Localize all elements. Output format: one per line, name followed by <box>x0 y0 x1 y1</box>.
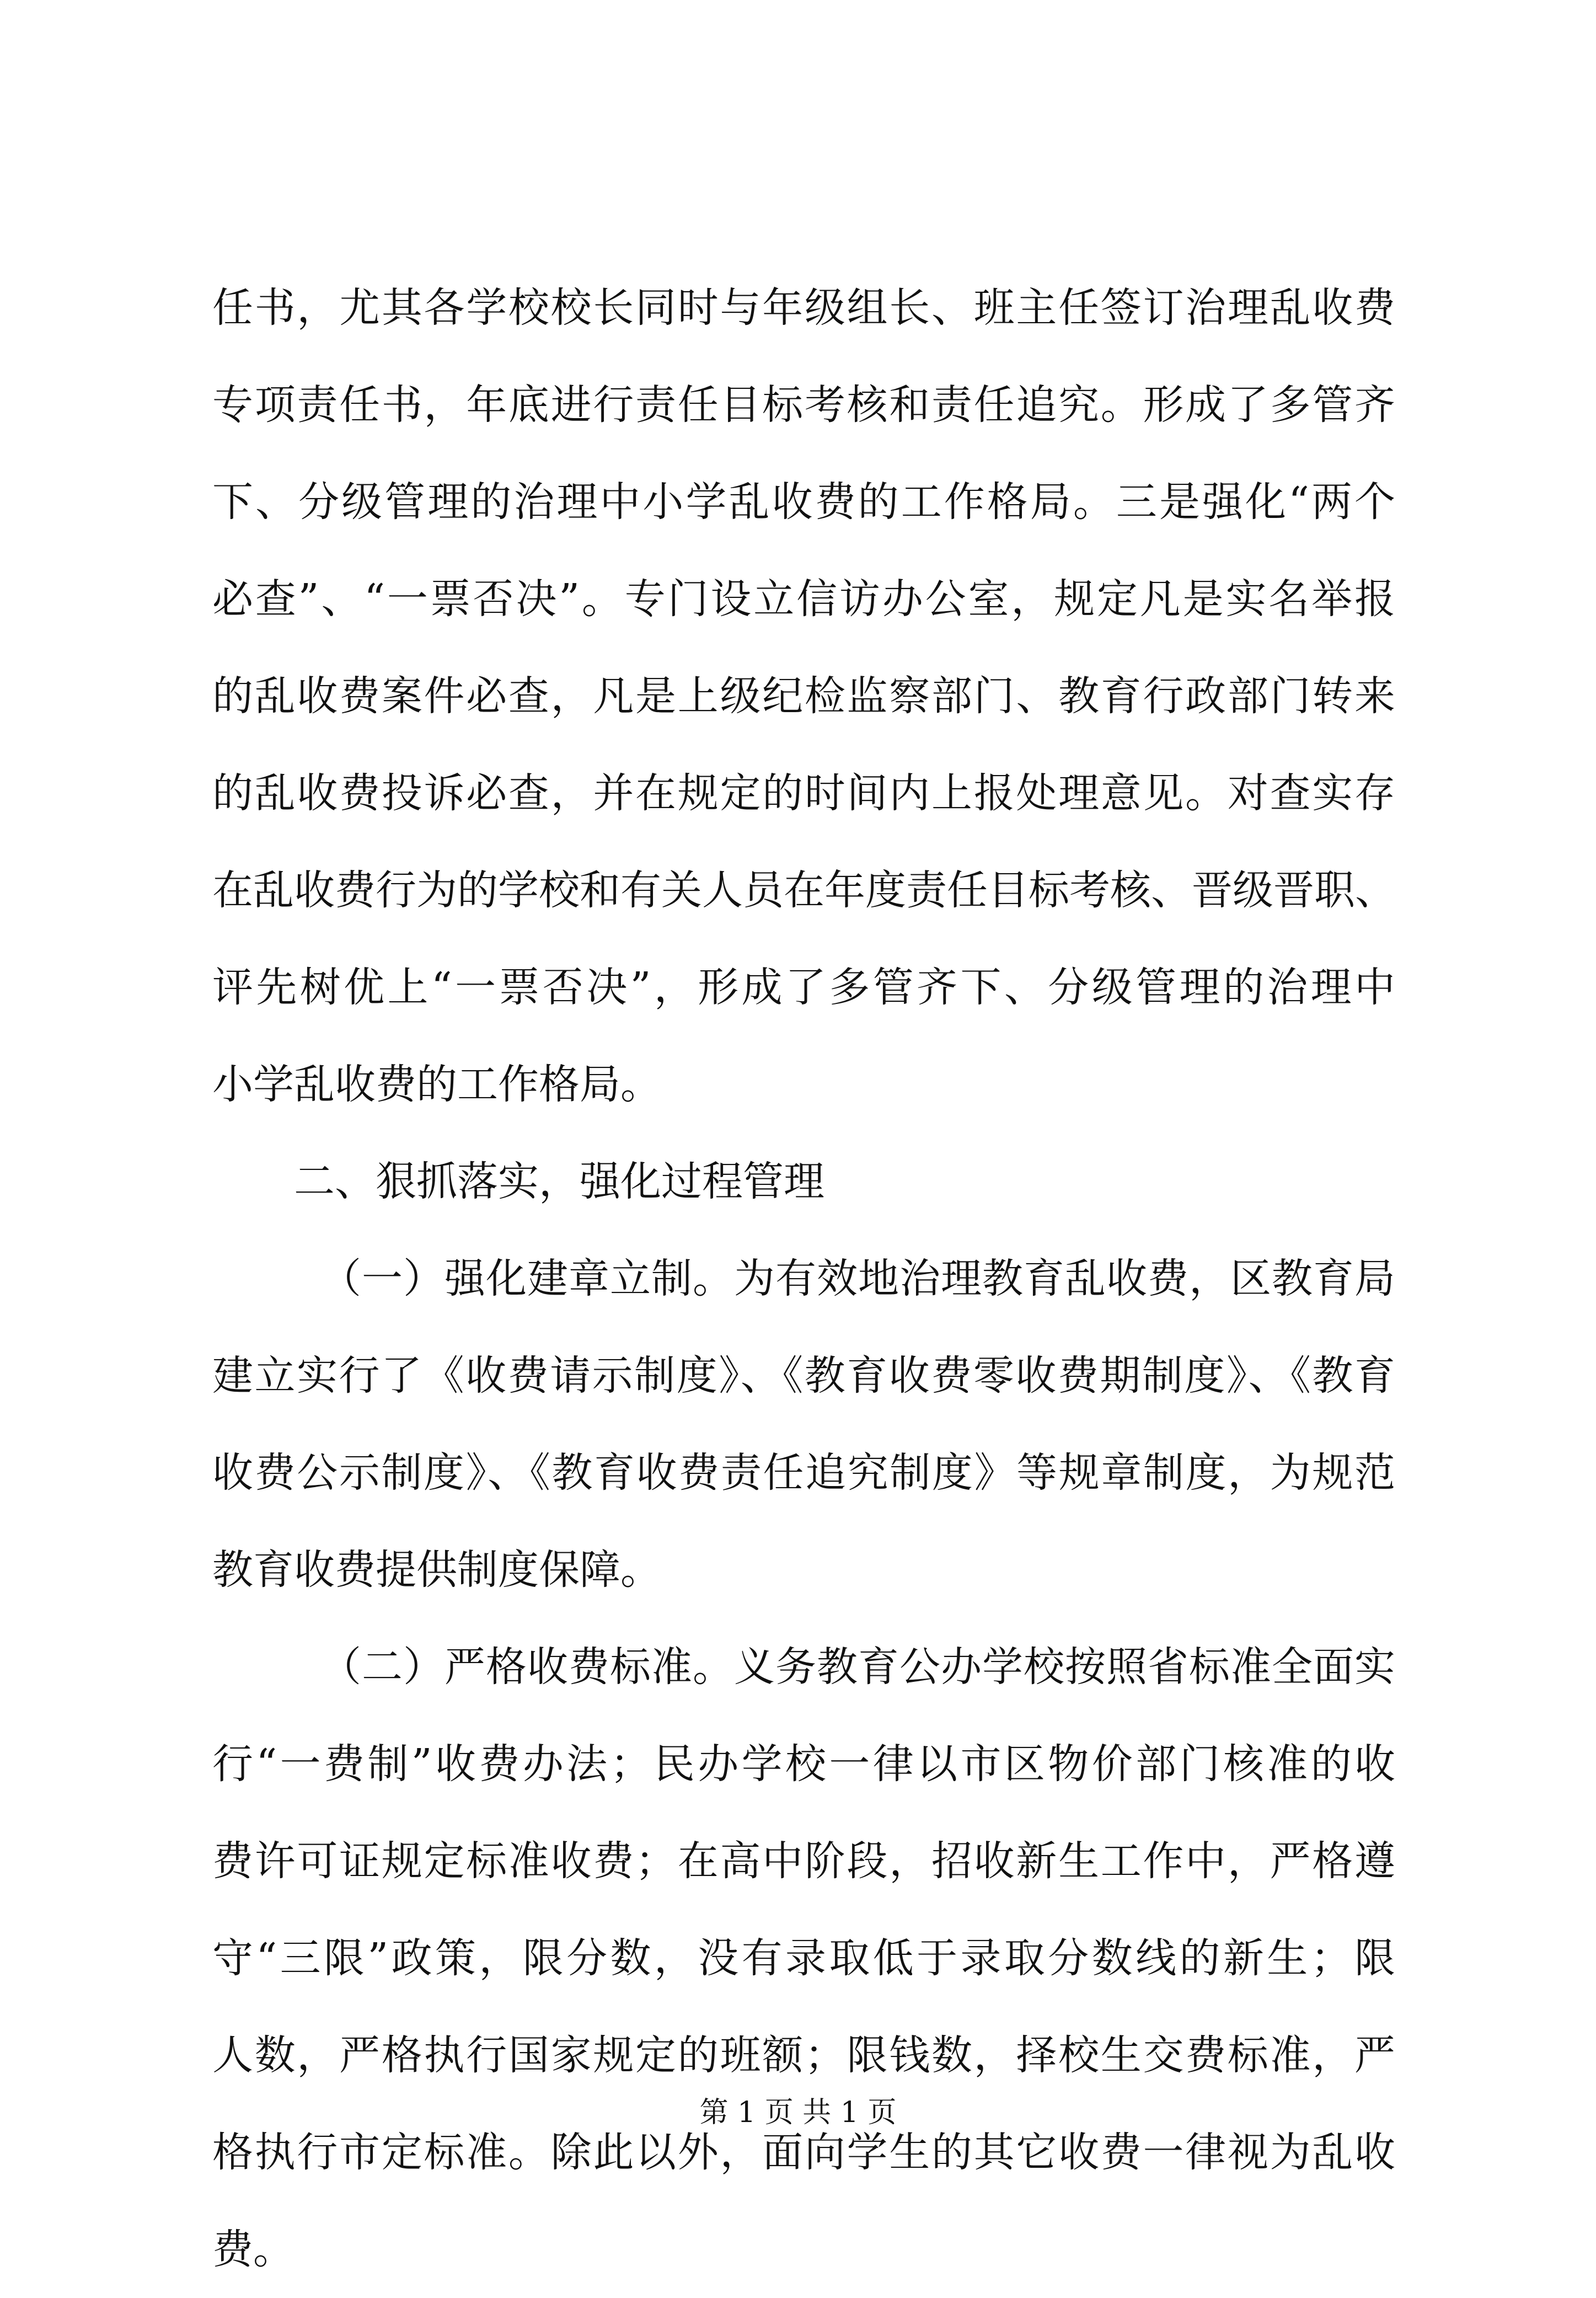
text-line: （二）严格收费标准。义务教育公办学校按照省标准全面实 <box>320 1643 1395 1691</box>
section-heading-text: 二、狠抓落实，强化过程管理 <box>294 1158 824 1205</box>
text-line: 专项责任书，年底进行责任目标考核和责任追究。形成了多管齐 <box>212 381 1395 429</box>
paragraph-regulations <box>212 1230 1395 1618</box>
page-footer: 第 1 页 共 1 页 <box>699 2096 897 2129</box>
text-line: 收费公示制度》、《教育收费责任追究制度》等规章制度，为规范 <box>212 1449 1395 1497</box>
text-line: 建立实行了《收费请示制度》、《教育收费零收费期制度》、《教育 <box>212 1352 1395 1399</box>
section-heading <box>212 1133 1395 1230</box>
text-line: 的乱收费投诉必查，并在规定的时间内上报处理意见。对查实存 <box>212 769 1395 817</box>
text-line: （一）强化建章立制。为有效地治理教育乱收费，区教育局 <box>320 1255 1395 1302</box>
text-line: 人数，严格执行国家规定的班额；限钱数，择校生交费标准，严 <box>212 2032 1395 2079</box>
text-line: 行“一费制”收费办法；民办学校一律以市区物价部门核准的收 <box>212 1740 1395 1788</box>
text-line: 格执行市定标准。除此以外，面向学生的其它收费一律视为乱收 <box>212 2129 1395 2176</box>
text-line: 教育收费提供制度保障。 <box>212 1546 661 1594</box>
text-line: 小学乱收费的工作格局。 <box>212 1061 661 1108</box>
text-line: 费许可证规定标准收费；在高中阶段，招收新生工作中，严格遵 <box>212 1837 1395 1885</box>
paragraph-fee-standards <box>212 1618 1395 2298</box>
text-line: 下、分级管理的治理中小学乱收费的工作格局。三是强化“两个 <box>212 478 1395 526</box>
text-line: 在乱收费行为的学校和有关人员在年度责任目标考核、晋级晋职、 <box>212 867 1396 914</box>
paragraph-responsibility <box>212 259 1395 1133</box>
text-line: 评先树优上“一票否决”，形成了多管齐下、分级管理的治理中 <box>212 964 1395 1011</box>
text-line: 费。 <box>212 2226 294 2273</box>
text-line: 守“三限”政策，限分数，没有录取低于录取分数线的新生；限 <box>212 1934 1395 1982</box>
text-line: 必查”、“一票否决”。专门设立信访办公室，规定凡是实名举报 <box>212 575 1395 623</box>
text-line: 的乱收费案件必查，凡是上级纪检监察部门、教育行政部门转来 <box>212 672 1395 720</box>
text-line: 任书，尤其各学校校长同时与年级组长、班主任签订治理乱收费 <box>212 284 1395 332</box>
document-body <box>212 259 1395 2298</box>
